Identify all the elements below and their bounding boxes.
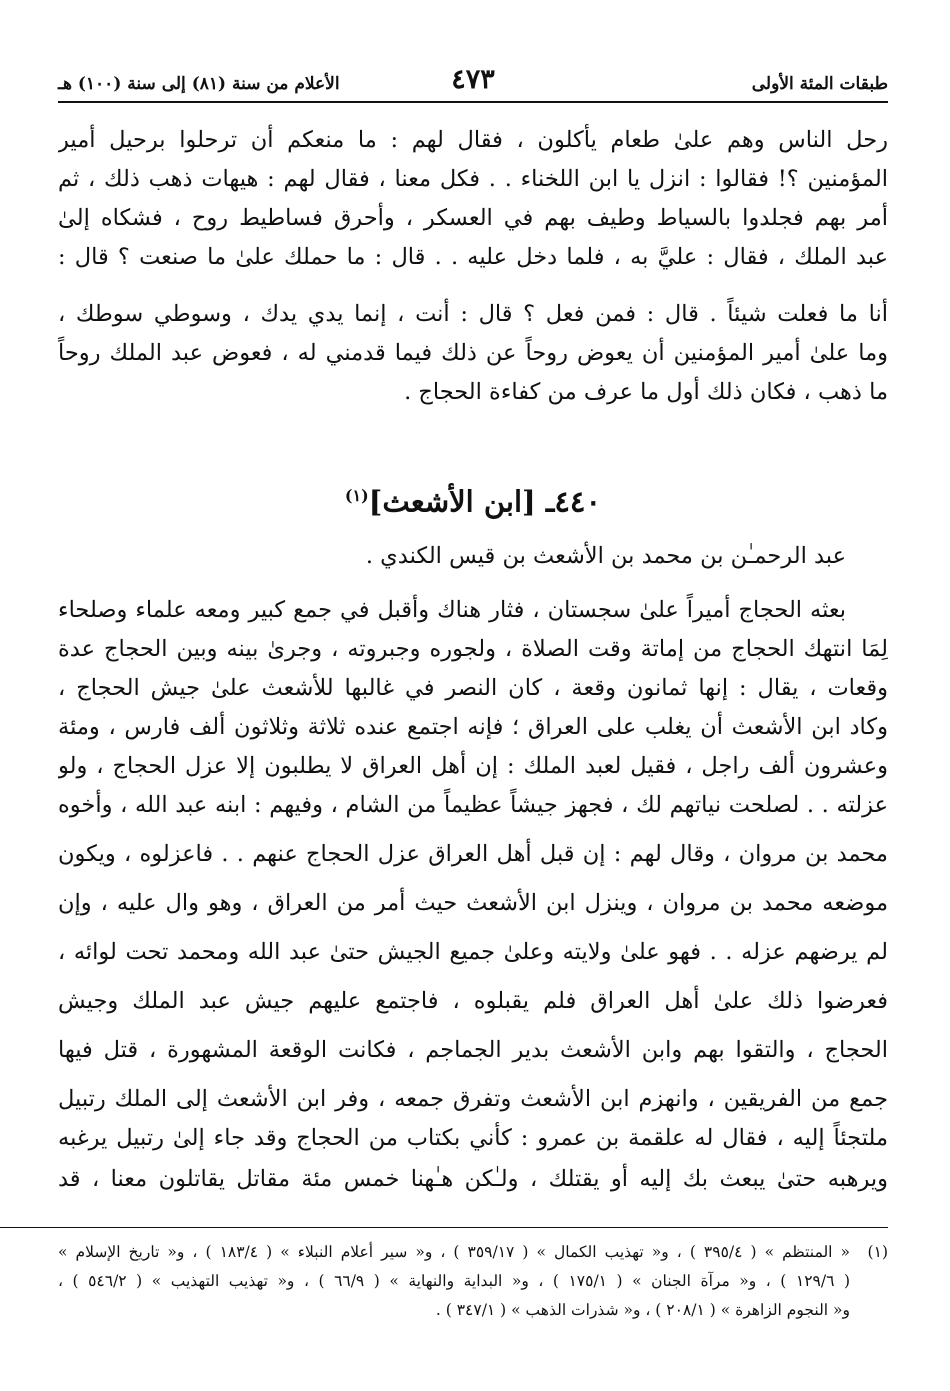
entry-number: ٤٤٠ — [554, 484, 602, 519]
footnote-ref: (١) — [344, 486, 369, 505]
page-number: ٤٧٣ — [451, 64, 495, 95]
text-line: ويرهبه حتىٰ يبعث بك إليه أو يقتلك ، ولـٰكن هـٰهنا خمس مئة مقاتل يقاتلون معنا ، قد — [58, 1166, 888, 1192]
footnote-line: و« النجوم الزاهرة » ( ٢٠٨/١ ) ، و« شذرات الذهب » ( ٣٤٧/١ ) . — [435, 1301, 850, 1319]
text-line: ما ذهب ، فكان ذلك أول ما عرف من كفاءة الحجاج . — [404, 379, 888, 405]
entry-full-name: عبد الرحمـٰن بن محمد بن الأشعث بن قيس الكندي . — [365, 543, 846, 569]
text-line: جمع من الفريقين ، وانهزم ابن الأشعث وتفرق جمعه ، وفر ابن الأشعث إلى الملك رتبيل — [58, 1086, 888, 1112]
text-line: عزلته . . لصلحت نياتهم لك ، فجهز جيشاً عظيماً من الشام ، وفيهم : ابنه عبد الله ، وأخوه — [58, 792, 888, 818]
book-page — [58, 0, 888, 1391]
text-line: وقعات ، يقال : إنها ثمانون وقعة ، كان النصر في غالبها للأشعث علىٰ جيش الحجاج ، — [58, 675, 888, 701]
footnote-divider — [0, 1227, 888, 1228]
text-line: لِمَا انتهك الحجاج من إماتة وقت الصلاة ، ولجوره وجبروته ، وجرىٰ بينه وبين الحجاج عدة — [58, 636, 888, 662]
entry-name: [ابن الأشعث] — [368, 484, 536, 519]
text-line: وما علىٰ أمير المؤمنين أن يعوض روحاً عن ذلك فيما قدمني له ، فعوض عبد الملك روحاً — [58, 340, 888, 366]
text-line: ملتجئاً إليه ، فقال له علقمة بن عمرو : كأني بكتاب من الحجاج وقد جاء إلىٰ رتبيل يرغبه — [58, 1125, 888, 1151]
entry-heading: ٤٤٠ـ [ابن الأشعث]$^{(١)}$ — [344, 484, 602, 519]
running-head — [58, 64, 888, 98]
text-line: وكاد ابن الأشعث أن يغلب على العراق ؛ فإنه اجتمع عنده ثلاثة وثلاثون ألف فارس ، ومئة — [58, 714, 888, 740]
text-line: رحل الناس وهم علىٰ طعام يأكلون ، فقال لهم : ما منعكم أن ترحلوا برحيل أمير — [58, 127, 888, 153]
text-line: لم يرضهم عزله . . فهو علىٰ ولايته وعلىٰ جميع الجيش حتىٰ عبد الله ومحمد تحت لوائه ، — [58, 939, 888, 965]
footnote-number: (١) — [867, 1243, 888, 1261]
section-range: الأعلام من سنة (٨١) إلى سنة (١٠٠) هـ — [58, 74, 340, 94]
text-line: محمد بن مروان ، وقال لهم : إن قبل أهل العراق عزل الحجاج عنهم . . فاعزلوه ، ويكون — [58, 841, 888, 867]
text-line: موضعه محمد بن مروان ، وينزل ابن الأشعث حيث أمر من العراق ، وهو وال عليه ، وإن — [58, 890, 888, 916]
footnote-line: « المنتظم » ( ٣٩٥/٤ ) ، و« تهذيب الكمال » ( ٣٥٩/١٧ ) ، و« سير أعلام النبلاء » ( ١٨٣/٤ ) ، و« تاريخ الإسلام » — [58, 1243, 850, 1261]
book-title: طبقات المئة الأولى — [751, 74, 888, 94]
text-line: فعرضوا ذلك علىٰ أهل العراق فلم يقبلوه ، فاجتمع عليهم جيش عبد الملك وجيش — [58, 988, 888, 1014]
footnote-line: ( ١٢٩/٦ ) ، و« مرآة الجنان » ( ١٧٥/١ ) ، و« البداية والنهاية » ( ٦٦/٩ ) ، و« تهذيب التهذيب » ( ٥٤٦/٢ ) ، — [58, 1272, 850, 1290]
header-divider — [58, 101, 888, 103]
text-line: وعشرون ألف راجل ، فقيل لعبد الملك : إن أهل العراق لا يطلبون إلا عزل الحجاج ، ولو — [58, 753, 888, 779]
text-line: أنا ما فعلت شيئاً . قال : فمن فعل ؟ قال : أنت ، إنما يدي يدك ، وسوطي سوطك ، — [58, 301, 888, 327]
text-line: أمر بهم فجلدوا بالسياط وطيف بهم في العسكر ، وأحرق فساطيط روح ، فشكاه إلىٰ — [58, 205, 888, 231]
text-line: عبد الملك ، فقال : عليَّ به ، فلما دخل عليه . . قال : ما حملك علىٰ ما صنعت ؟ قال : — [58, 244, 888, 270]
text-line: بعثه الحجاج أميراً علىٰ سجستان ، فثار هناك وأقبل في جمع كبير ومعه علماء وصلحاء — [58, 597, 846, 623]
text-line: المؤمنين ؟! فقالوا : انزل يا ابن اللخناء . . فكل معنا ، فقال لهم : هيهات ذهب ذلك ، ثم — [58, 166, 888, 192]
text-line: الحجاج ، والتقوا بهم وابن الأشعث بدير الجماجم ، فكانت الوقعة المشهورة ، قتل فيها — [58, 1037, 888, 1063]
